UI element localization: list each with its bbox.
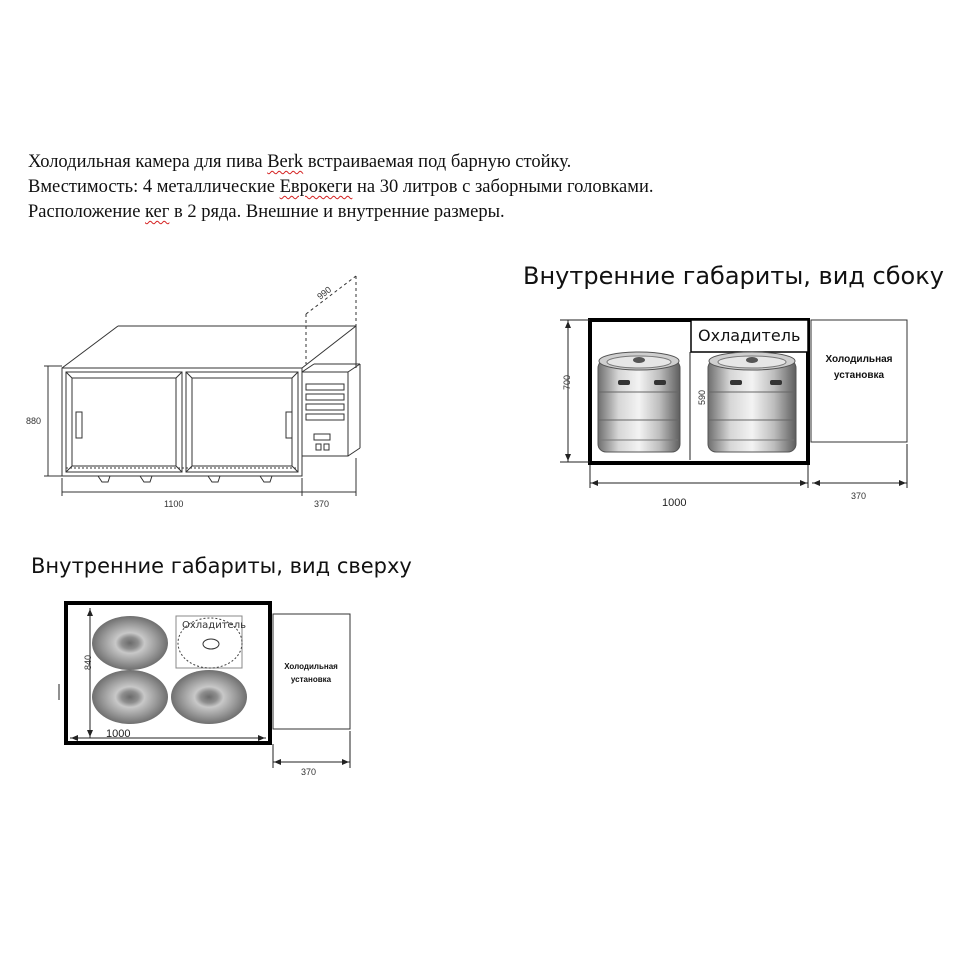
side-cooler-label: Охладитель <box>698 326 801 345</box>
top-keg-1 <box>92 616 168 670</box>
keg-word: кег <box>145 202 170 222</box>
intro-line-2: Вместимость: 4 металлические Еврокеги на 30 литров с заборными головками. <box>28 177 654 197</box>
top-depth-label: 840 <box>83 654 93 670</box>
front-height-label: 880 <box>26 416 42 426</box>
eurokeg-word: Еврокеги <box>279 177 353 197</box>
top-cooler-label: Охладитель <box>182 620 246 631</box>
top-keg-2 <box>92 670 168 724</box>
side-width-label: 1000 <box>662 497 687 509</box>
top-unit-label-2: установка <box>290 675 332 684</box>
intro-line-1: Холодильная камера для пива Berk встраиваемая под барную стойку. <box>28 152 572 172</box>
brand-word: Berk <box>267 152 304 172</box>
side-view-title: Внутренние габариты, вид сбоку <box>523 262 944 290</box>
top-keg-3 <box>171 670 247 724</box>
side-unit-label-2: установка <box>833 370 885 381</box>
top-view-title: Внутренние габариты, вид сверху <box>31 554 412 578</box>
side-unit-width-label: 370 <box>851 491 867 501</box>
top-unit-box <box>273 614 350 729</box>
top-unit-label-1: Холодильная <box>284 662 338 671</box>
front-unit-width-label: 370 <box>314 499 330 509</box>
side-keg-height-label: 590 <box>697 389 707 405</box>
top-width-label: 1000 <box>106 728 131 740</box>
side-unit-label-1: Холодильная <box>825 354 893 365</box>
side-height-label: 700 <box>562 374 572 390</box>
front-width-label: 1100 <box>164 499 184 509</box>
top-unit-width-label: 370 <box>301 767 317 777</box>
intro-line-3: Расположение кег в 2 ряда. Внешние и внутренние размеры. <box>28 202 505 222</box>
front-depth-label: 990 <box>315 284 334 302</box>
